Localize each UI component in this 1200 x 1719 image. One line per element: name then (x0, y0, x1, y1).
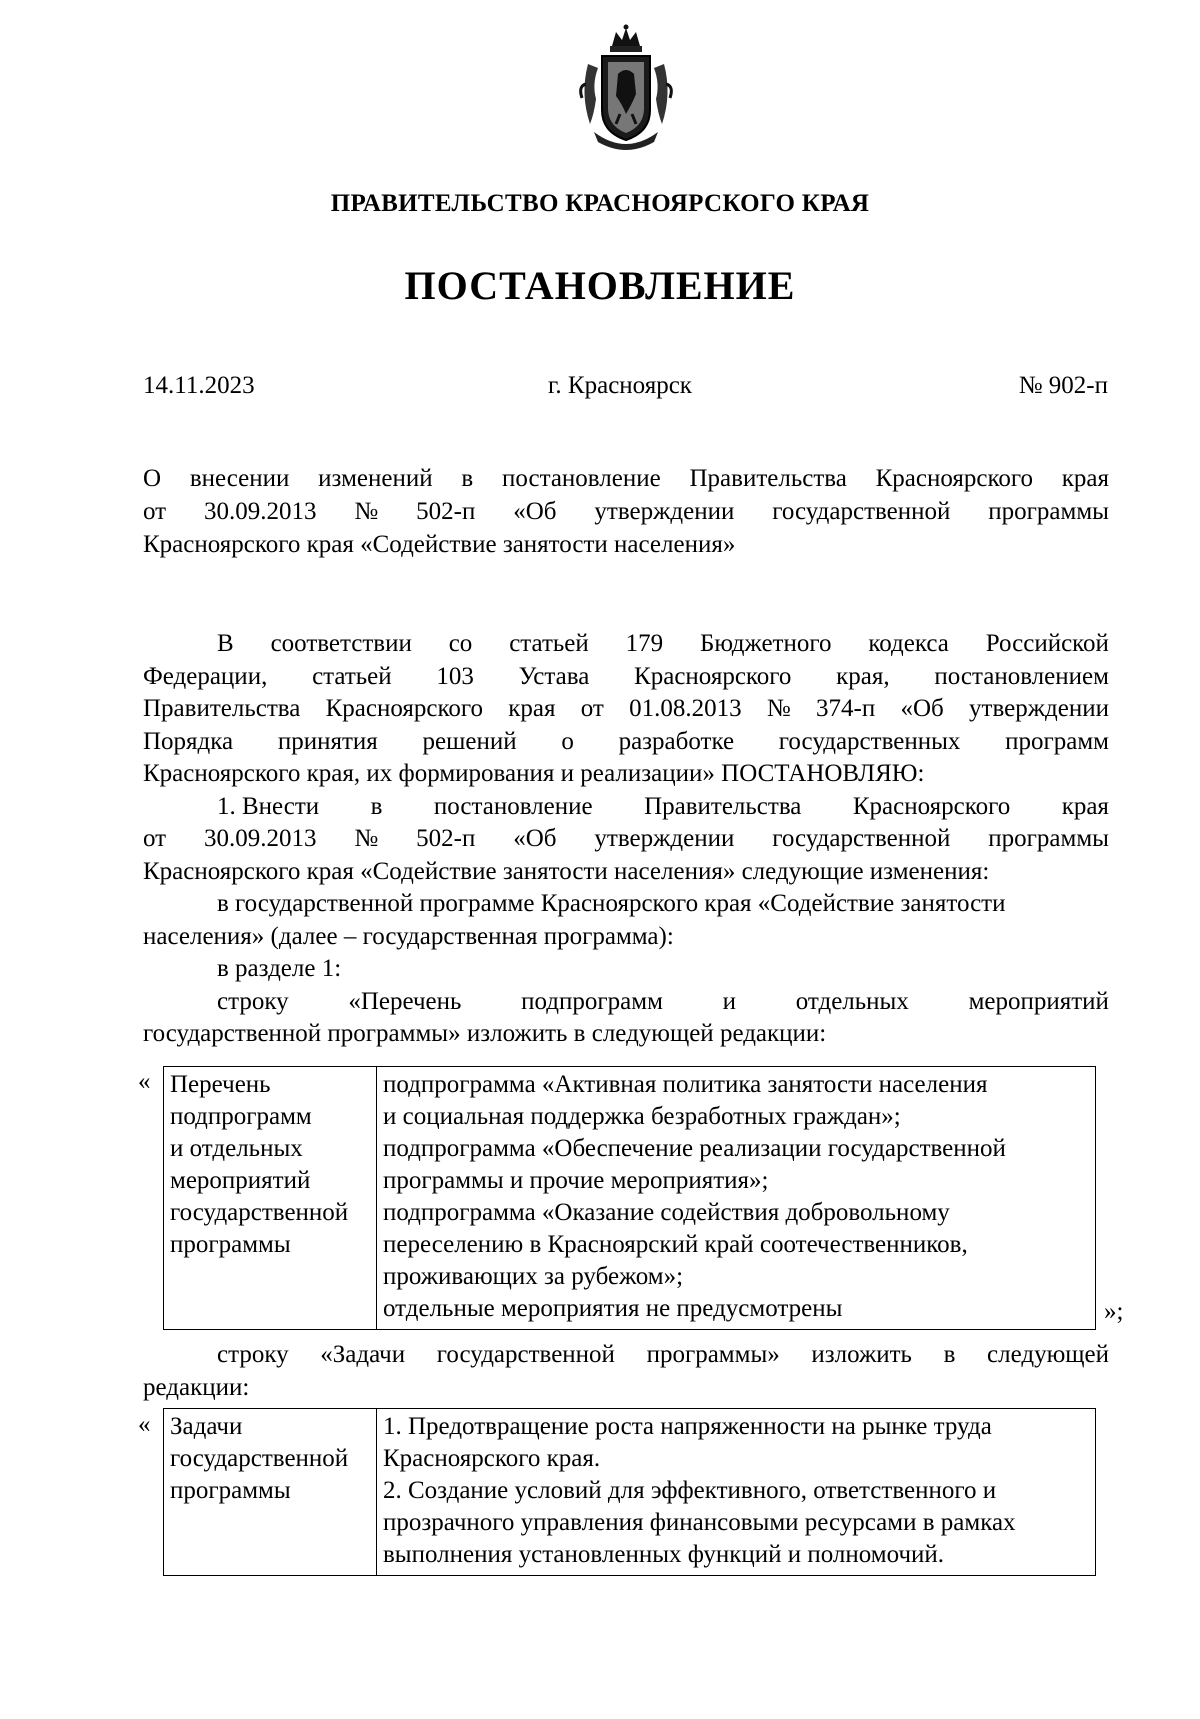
paragraph-2-line-1: 1. Внести в постановление Правительства Красноярского края (217, 792, 1109, 820)
paragraph-4: в разделе 1: (217, 955, 342, 982)
table-subprograms (163, 1066, 1096, 1330)
paragraph-1-line-2: Федерации, статьей 103 Устава Красноярского края, постановлением (143, 662, 1109, 690)
paragraph-5-line-2: государственной программы» изложить в следующей редакции: (143, 1020, 827, 1047)
paragraph-1-line-3: Правительства Красноярского края от 01.08.2013 № 374-п «Об утверждении (143, 695, 1109, 722)
table1-right-cell: подпрограмма «Активная политика занятости населения и социальная поддержка безработных граждан»; подпрограмма «Обеспечение реализации государственной программы и прочие мероприятия»; подпрограмма «Оказание содействия добровольному переселению в Красноярский край соотечественников, проживающих за рубежом»; отдельные мероприятия не предусмотрены (377, 1067, 1096, 1330)
krasnoyarsk-coat-of-arms-icon (576, 24, 676, 156)
subject-line-3: Красноярского края «Содействие занятости населения» (143, 531, 736, 558)
document-subject (143, 462, 1109, 561)
paragraph-3-line-2: населения» (далее – государственная программа): (143, 922, 674, 950)
paragraph-1-line-4: Порядка принятия решений о разработке государственных программ (143, 727, 1109, 755)
table-row (164, 1409, 1096, 1576)
table2-open-quote: « (138, 1411, 151, 1438)
paragraph-5-line-1: строку «Перечень подпрограмм и отдельных мероприятий (217, 987, 1109, 1015)
table1-close-quote: »; (1104, 1298, 1124, 1325)
document-type-title: ПОСТАНОВЛЕНИЕ (404, 263, 796, 308)
government-name: ПРАВИТЕЛЬСТВО КРАСНОЯРСКОГО КРАЯ (330, 190, 870, 217)
subject-line-2: от 30.09.2013 № 502-п «Об утверждении государственной программы (143, 498, 1109, 525)
document-number: № 902-п (1018, 372, 1108, 399)
table1-open-quote: « (138, 1068, 151, 1095)
document-body (143, 628, 1109, 1051)
paragraph-3-line-1: в государственной программе Красноярского края «Содействие занятости (217, 890, 1006, 917)
paragraph-2-line-3: Красноярского края «Содействие занятости населения» следующие изменения: (143, 857, 990, 885)
after-table1-text (143, 1339, 1109, 1404)
table2-left-cell: Задачи государственной программы (164, 1409, 377, 1576)
document-city: г. Красноярск (548, 372, 692, 399)
paragraph-2-line-2: от 30.09.2013 № 502-п «Об утверждении государственной программы (143, 825, 1109, 852)
table1-left-cell: Перечень подпрограмм и отдельных мероприятий государственной программы (164, 1067, 377, 1330)
after-table1-line-1: строку «Задачи государственной программы» изложить в следующей (217, 1341, 1109, 1368)
paragraph-1-line-5: Красноярского края, их формирования и реализации» ПОСТАНОВЛЯЮ: (143, 760, 925, 787)
after-table1-line-2: редакции: (143, 1373, 250, 1401)
document-date: 14.11.2023 (143, 372, 255, 399)
paragraph-1-line-1: В соответствии со статьей 179 Бюджетного кодекса Российской (217, 630, 1109, 657)
table-row (164, 1067, 1096, 1330)
table-program-tasks (163, 1408, 1096, 1576)
table2-right-cell: 1. Предотвращение роста напряженности на рынке труда Красноярского края. 2. Создание условий для эффективного, ответственного и прозрачного управления финансовыми ресурсами в рамках выполнения установленных функций и полномочий. (377, 1409, 1096, 1576)
subject-line-1: О внесении изменений в постановление Правительства Красноярского края (143, 465, 1109, 492)
